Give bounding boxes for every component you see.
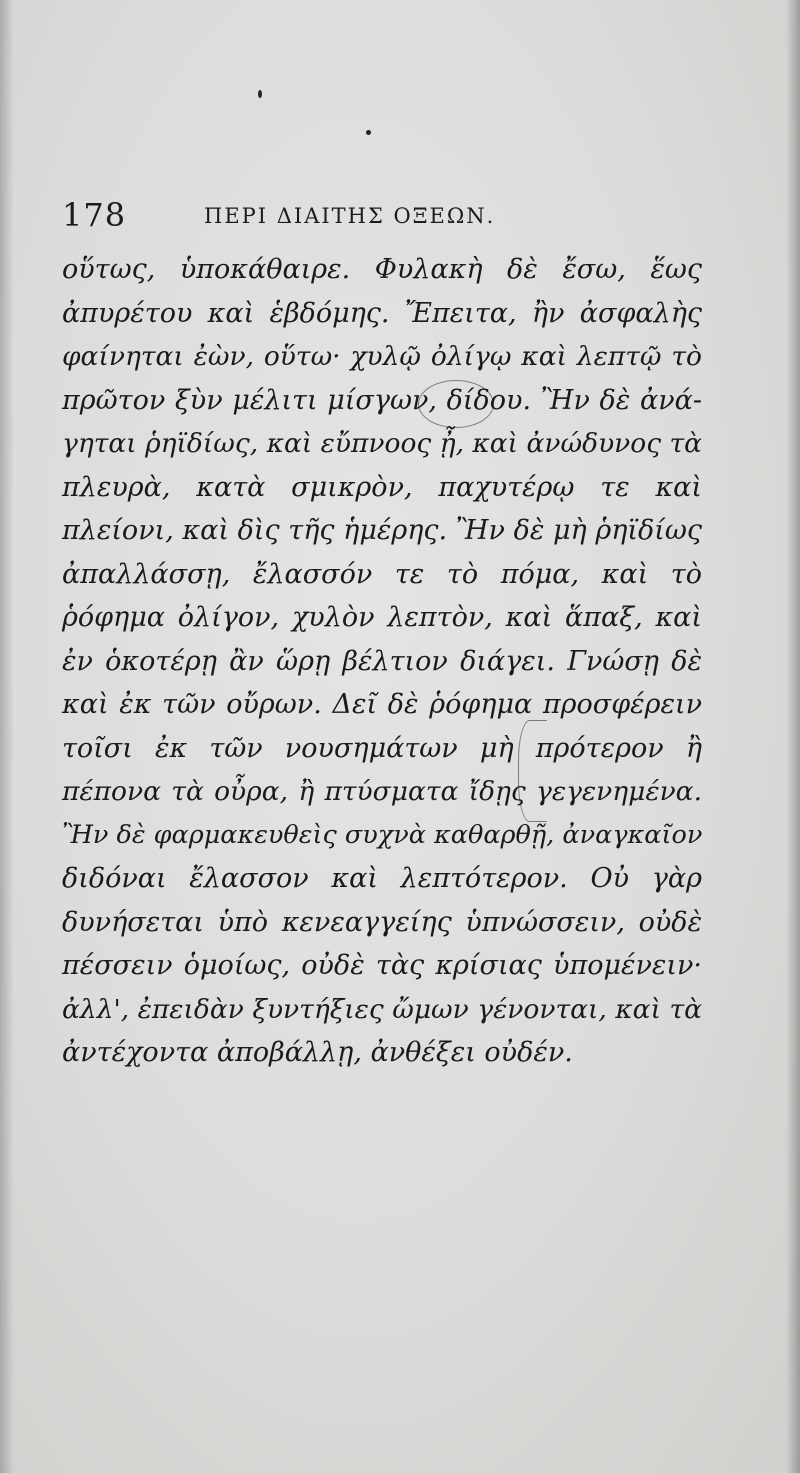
body-text	[62, 248, 702, 1075]
text-line: δυνήσεται ὑπὸ κενεαγγείης ὑπνώσσειν, οὐδὲ	[62, 906, 702, 938]
text-line: πλείονι, καὶ δὶς τῆς ἡμέρης. Ἢν δὲ μὴ ῥηϊδίως	[62, 515, 702, 546]
page-left-edge-shadow	[0, 0, 14, 1473]
running-head: ΠΕΡΙ ΔΙΑΙΤΗΣ ΟΞΕΩΝ.	[204, 204, 496, 228]
page-number: 178	[62, 196, 127, 234]
text-line: Ἢν δὲ φαρμακευθεὶς συχνὰ καθαρθῇ, ἀναγκαῖον	[62, 819, 703, 850]
text-line: πρῶτον ξὺν μέλιτι μίσγων, δίδου. Ἢν δὲ ἀνά-	[62, 384, 702, 416]
text-line: ῥόφημα ὀλίγον, χυλὸν λεπτὸν, καὶ ἅπαξ, καὶ	[62, 602, 702, 633]
text-line: πέπονα τὰ οὖρα, ἢ πτύσματα ἴδῃς γεγενημένα.	[62, 776, 702, 807]
text-line: γηται ῥηϊδίως, καὶ εὔπνοος ᾖ, καὶ ἀνώδυνος τὰ	[62, 428, 703, 459]
page-header	[62, 196, 702, 236]
text-line: ἐν ὁκοτέρῃ ἂν ὥρῃ βέλτιον διάγει. Γνώσῃ δὲ	[62, 645, 702, 677]
text-line: φαίνηται ἐὼν, οὕτω· χυλῷ ὀλίγῳ καὶ λεπτῷ τὸ	[62, 341, 702, 372]
text-line: καὶ ἐκ τῶν οὔρων. Δεῖ δὲ ῥόφημα προσφέρειν	[62, 689, 702, 720]
text-line: πλευρὰ, κατὰ σμικρὸν, παχυτέρῳ τε καὶ	[62, 471, 702, 503]
text-line: ἀπαλλάσσῃ, ἔλασσόν τε τὸ πόμα, καὶ τὸ	[62, 558, 702, 590]
text-line: οὕτως, ὑποκάθαιρε. Φυλακὴ δὲ ἔσω, ἕως	[62, 254, 702, 285]
text-line: ἀλλ', ἐπειδὰν ξυντήξιες ὤμων γένονται, καὶ τὰ	[62, 993, 702, 1025]
text-line: πέσσειν ὁμοίως, οὐδὲ τὰς κρίσιας ὑπομένειν·	[62, 950, 702, 981]
page-right-edge-shadow	[786, 0, 800, 1473]
text-line: ἀντέχοντα ἀποβάλλῃ, ἀνθέξει οὐδέν.	[62, 1037, 573, 1068]
text-line: τοῖσι ἐκ τῶν νουσημάτων μὴ πρότερον ἢ	[62, 732, 702, 764]
text-line: διδόναι ἔλασσον καὶ λεπτότερον. Οὐ γὰρ	[62, 863, 702, 894]
text-line: ἀπυρέτου καὶ ἑβδόμης. Ἔπειτα, ἢν ἀσφαλὴς	[62, 297, 702, 329]
ink-speck	[366, 130, 371, 135]
ink-speck	[258, 90, 262, 98]
